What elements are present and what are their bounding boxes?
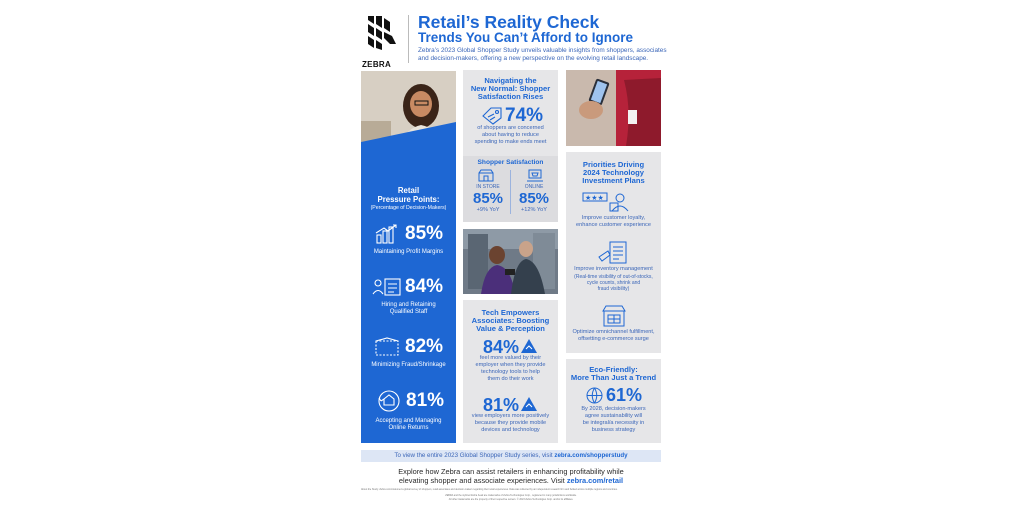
tech-title-1: Tech Empowers <box>481 308 540 317</box>
tech-title-2: Associates: Boosting <box>471 316 550 325</box>
zebra-logo <box>362 14 402 69</box>
pressure-label-2b: Qualified Staff <box>389 309 428 315</box>
tech-stat2-value: 81% <box>483 395 520 415</box>
study-link[interactable]: zebra.com/shopperstudy <box>554 452 628 459</box>
pressure-value-4: 81% <box>406 390 445 411</box>
shopping-photo <box>566 70 661 146</box>
cta-text: elevating shopper and associate experiences. Visit <box>398 476 565 485</box>
satisfaction-title: Shopper Satisfaction <box>477 159 544 166</box>
eco-value: 61% <box>606 385 643 405</box>
new-normal-desc-1: of shoppers are concerned <box>477 125 544 131</box>
cta-line-2 <box>361 476 661 485</box>
inventory-scanner-icon <box>598 241 630 265</box>
returns-icon <box>377 389 401 413</box>
fine-print-1: About the Study: Zebra commissioned a global survey of shoppers, retail associates and decision-makers regarding their retail experiences. Data was collected by an independent research firm and fielded across multiple regions and countries. <box>361 488 618 491</box>
fraud-box-icon <box>374 337 400 357</box>
study-link-text <box>361 452 661 459</box>
brand-name: ZEBRA <box>362 60 392 69</box>
priorities-title-2: 2024 Technology <box>582 168 645 177</box>
new-normal-title-1: Navigating the <box>484 76 537 85</box>
pressure-value-2: 84% <box>405 276 444 297</box>
priority2-line-1: (Real-time visibility of out-of-stocks, <box>574 274 653 280</box>
profit-chart-icon <box>374 223 400 245</box>
pressure-label-1: Maintaining Profit Margins <box>373 249 444 255</box>
priority3-line-2: offsetting e-commerce surge <box>578 336 649 342</box>
online-change: +12% YoY <box>521 207 547 213</box>
svg-text:★★★: ★★★ <box>585 194 604 202</box>
new-normal-desc-2: about having to reduce <box>482 132 539 138</box>
retail-link[interactable]: zebra.com/retail <box>566 476 624 485</box>
tech-stat2-line-3: devices and technology <box>481 427 540 433</box>
header-divider <box>408 15 409 63</box>
tech-stat1-icon <box>520 338 538 354</box>
eco-desc-4: business strategy <box>591 427 636 433</box>
tech-stat2-icon <box>520 396 538 412</box>
priority2-line-3: fraud visibility) <box>597 286 630 292</box>
tech-stat1-line-1: feel more valued by their <box>479 355 542 361</box>
online-value: 85% <box>518 190 550 207</box>
eco-title-1: Eco-Friendly: <box>589 365 638 374</box>
pressure-label-4a: Accepting and Managing <box>375 418 442 424</box>
pressure-label-4b: Online Returns <box>388 425 429 431</box>
store-icon <box>478 169 494 182</box>
tech-stat2-line-1: view employers more positively <box>471 413 550 419</box>
omnichannel-store-icon <box>601 305 627 327</box>
study-bar-text: To view the entire 2023 Global Shopper Study series, visit <box>394 452 553 459</box>
in-store-value: 85% <box>472 190 504 207</box>
satisfaction-divider <box>510 170 511 214</box>
globe-leaf-icon <box>586 387 603 404</box>
tech-stat1-line-4: them do their work <box>487 376 534 382</box>
staff-clipboard-icon <box>372 277 402 297</box>
priority1-line-2: enhance customer experience <box>576 222 651 228</box>
eco-desc-2: agree sustainability will <box>584 413 643 419</box>
intro-line-2: and decision-makers, offering a new perspective on the evolving retail landscape. <box>418 55 649 62</box>
new-normal-value: 74% <box>505 105 544 126</box>
pressure-value-1: 85% <box>405 223 444 244</box>
priority3-line-1: Optimize omnichannel fulfillment, <box>572 329 655 335</box>
pressure-title-line-1: Retail <box>397 186 420 195</box>
fine-print-3: All other trademarks are the property of their respective owners. © 2023 Zebra Technologies Corp. and/or its affiliates. <box>448 498 574 501</box>
priorities-title-1: Priorities Driving <box>582 160 645 169</box>
new-normal-title-2: New Normal: Shopper <box>470 84 551 93</box>
in-store-change: +9% YoY <box>476 207 500 213</box>
pressure-label-2a: Hiring and Retaining <box>381 302 436 308</box>
fine-print-2: ZEBRA and the stylized Zebra head are trademarks of Zebra Technologies Corp., registered in many jurisdictions worldwide. <box>445 494 577 497</box>
pressure-title-line-2: Pressure Points: <box>377 195 440 204</box>
page-subtitle: Trends You Can’t Afford to Ignore <box>418 30 633 45</box>
eco-title-2: More Than Just a Trend <box>570 373 657 382</box>
zebra-head-icon <box>362 14 402 54</box>
laptop-cart-icon <box>526 169 544 182</box>
pressure-note: (Percentage of Decision-Makers) <box>370 205 447 211</box>
pressure-label-3: Minimizing Fraud/Shrinkage <box>371 362 446 368</box>
price-tag-icon <box>481 107 503 125</box>
eco-desc-3: be integral/a necessity in <box>582 420 645 426</box>
priority2-line-2: cycle counts, shrink and <box>586 280 641 286</box>
priority1-line-1: Improve customer loyalty, <box>581 215 646 221</box>
online-label: ONLINE <box>524 184 544 190</box>
eco-desc-1: By 2028, decision-makers <box>581 406 646 412</box>
new-normal-desc-3: spending to make ends meet <box>474 139 547 145</box>
tech-stat2-line-2: because they provide mobile <box>474 420 547 426</box>
pressure-value-3: 82% <box>405 336 444 357</box>
new-normal-title-3: Satisfaction Rises <box>477 92 544 101</box>
tech-title-3: Value & Perception <box>476 324 545 333</box>
intro-line-1: Zebra’s 2023 Global Shopper Study unveils valuable insights from shoppers, associates <box>418 47 667 54</box>
priority2-title: Improve inventory management <box>574 266 653 272</box>
tech-stat1-value: 84% <box>483 337 520 357</box>
cta-line-1: Explore how Zebra can assist retailers in enhancing profitability while <box>398 467 624 476</box>
tech-stat1-line-2: employer when they provide <box>475 362 546 368</box>
associates-photo <box>463 229 558 294</box>
loyalty-stars-icon <box>582 191 632 213</box>
page-title: Retail’s Reality Check <box>418 12 600 32</box>
priorities-title-3: Investment Plans <box>582 176 645 185</box>
in-store-label: IN STORE <box>476 184 500 190</box>
tech-stat1-line-3: technology tools to help <box>481 369 540 375</box>
